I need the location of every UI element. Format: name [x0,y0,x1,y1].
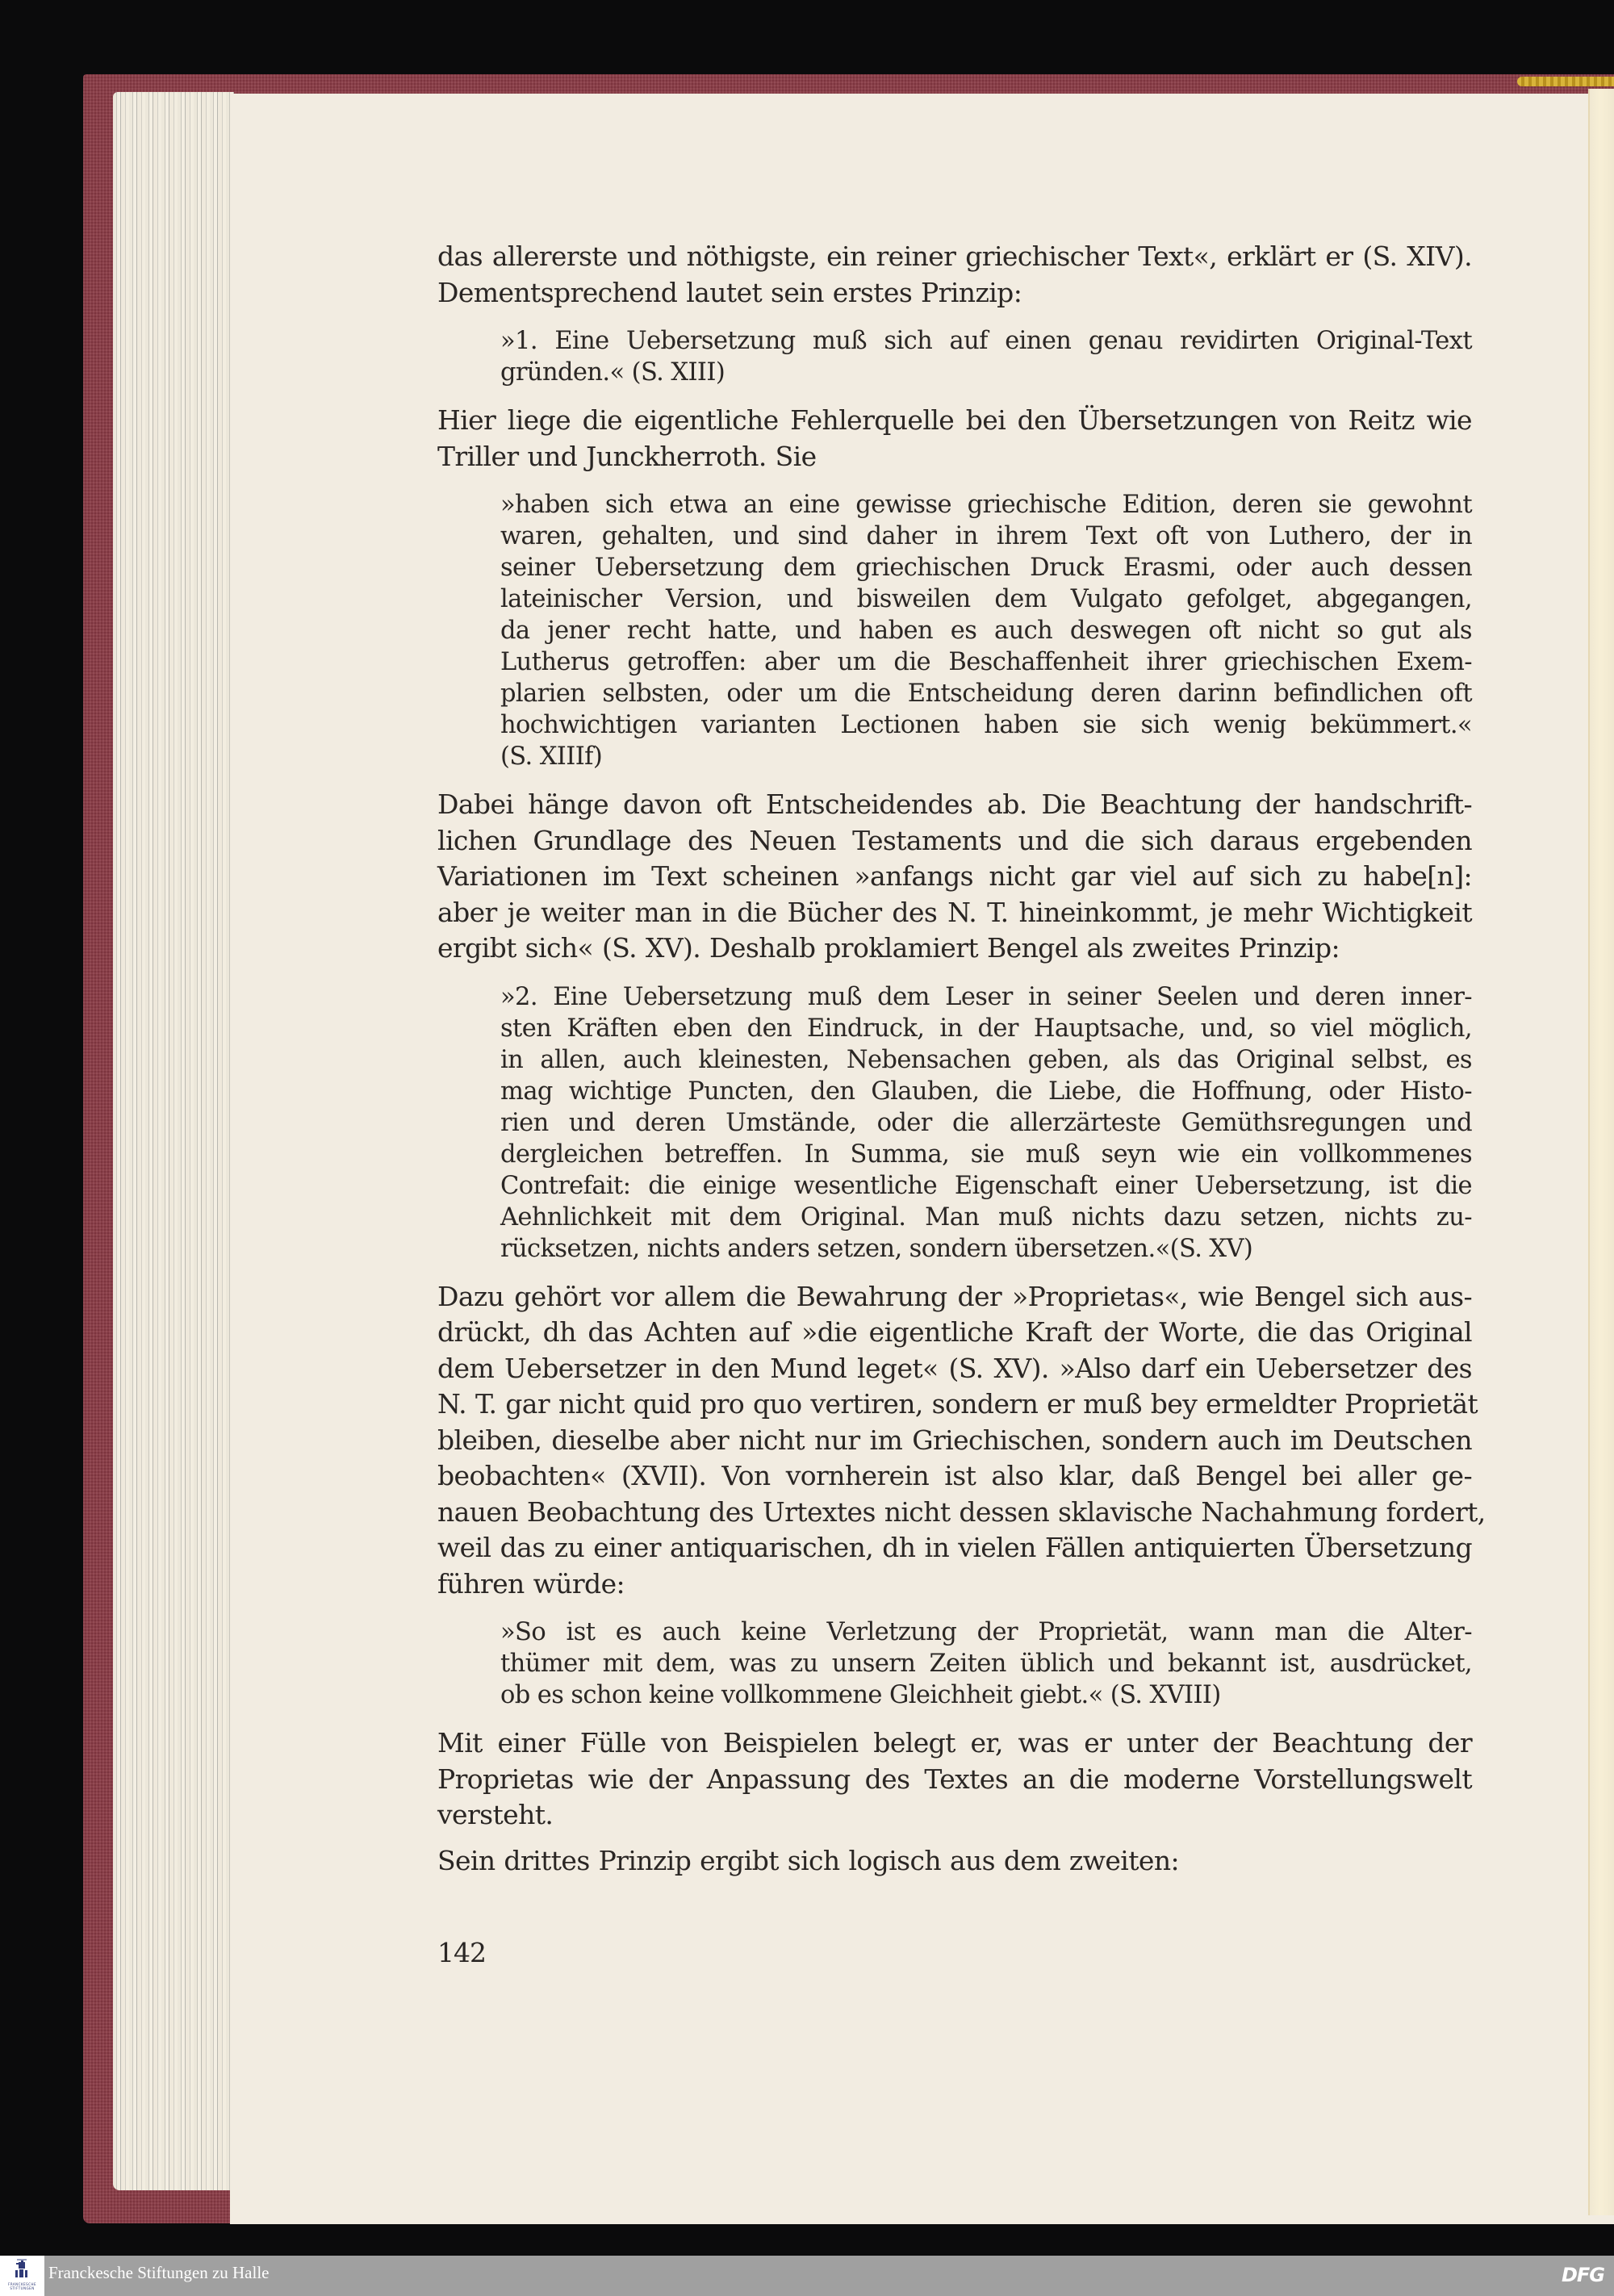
page-number: 142 [437,1937,486,1968]
text-line: seiner Uebersetzung dem griechischen Druck Erasmi, oder auch dessen [500,554,1472,582]
text-line: aber je weiter man in die Bücher des N. T. hineinkommt, je mehr Wichtigkeit [437,896,1472,928]
text-line: weil das zu einer antiquarischen, dh in vielen Fällen antiquierten Übersetzung [437,1532,1472,1563]
text-line: »haben sich etwa an eine gewisse griechische Edition, deren sie gewohnt [500,491,1472,519]
text-line: Lutherus getroffen: aber um die Beschaffenheit ihrer griechischen Exem- [500,648,1472,676]
text-line: mag wichtige Puncten, den Glauben, die Liebe, die Hoffnung, oder Histo- [500,1077,1472,1106]
block-quote [500,489,1472,772]
block-quote [500,1616,1472,1711]
footer-bar [0,2256,1614,2296]
text-line: ob es schon keine vollkommene Gleichheit giebt.« (S. XVIII) [500,1681,1221,1709]
text-line: lichen Grundlage des Neuen Testaments und die sich daraus ergebenden [437,824,1472,856]
text-line: Contrefait: die einige wesentliche Eigenschaft einer Uebersetzung, ist die [500,1171,1472,1200]
paragraph-gap [437,1711,1472,1725]
paragraph-gap [437,967,1472,981]
page-text-block [437,239,1486,1879]
text-line: Variationen im Text scheinen »anfangs nicht gar viel auf sich zu habe[n]: [437,860,1472,892]
paragraph-gap [437,1834,1472,1843]
paragraph-gap [437,1265,1472,1279]
text-line: dem Uebersetzer in den Mund leget« (S. XV). »Also darf ein Uebersetzer des [437,1352,1472,1384]
statue-icon [15,2259,29,2278]
text-line: waren, gehalten, und sind daher in ihrem Text oft von Luthero, der in [500,522,1472,550]
text-line: führen würde: [437,1567,625,1600]
text-line: thümer mit dem, was zu unsern Zeiten üblich und bekannt ist, ausdrücket, [500,1650,1472,1678]
text-line: »2. Eine Uebersetzung muß dem Leser in seiner Seelen und deren inner- [500,982,1472,1011]
paragraph-gap [437,475,1472,489]
text-line: beobachten« (XVII). Von vornherein ist also klar, daß Bengel bei aller ge- [437,1460,1472,1491]
text-line: das allererste und nöthigste, ein reiner griechischer Text«, erklärt er (S. XIV). [437,240,1472,272]
body-paragraph [437,1279,1486,1603]
text-line: lateinischer Version, und bisweilen dem Vulgato gefolget, abgegangen, [500,585,1472,613]
text-line: plarien selbsten, oder um die Entscheidung deren darinn befindlichen oft [500,680,1472,708]
body-paragraph [437,239,1472,311]
text-line: »So ist es auch keine Verletzung der Proprietät, wann man die Alter- [500,1618,1472,1646]
body-paragraph [437,787,1472,967]
text-line: Dementsprechend lautet sein erstes Prinzip: [437,276,1022,308]
text-line: rücksetzen, nichts anders setzen, sondern übersetzen.«(S. XV) [500,1234,1253,1263]
block-quote [500,325,1472,388]
block-quote [500,981,1472,1265]
logo-caption: FRANCKESCHE STIFTUNGEN [8,2282,36,2290]
text-line: dergleichen betreffen. In Summa, sie muß seyn wie ein vollkommenes [500,1140,1472,1169]
text-line: gründen.« (S. XIII) [500,358,725,387]
paragraph-gap [437,388,1472,403]
text-line: versteht. [437,1799,554,1830]
text-line: in allen, auch kleinesten, Nebensachen geben, als das Original selbst, es [500,1045,1472,1074]
text-line: hochwichtigen varianten Lectionen haben sie sich wenig bekümmert.« [500,711,1472,739]
text-line: Aehnlichkeit mit dem Original. Man muß nichts dazu setzen, nichts zu- [500,1202,1472,1232]
book-headband [1517,77,1614,86]
text-line: sten Kräften eben den Eindruck, in der Hauptsache, und, so viel möglich, [500,1014,1472,1043]
paragraph-gap [437,1602,1472,1616]
body-paragraph [437,1843,1472,1880]
text-line: »1. Eine Uebersetzung muß sich auf einen genau revidirten Original-Text [500,327,1472,355]
text-line: nauen Beobachtung des Urtextes nicht dessen sklavische Nachahmung fordert, [437,1495,1486,1528]
body-paragraph [437,403,1472,475]
text-line: Dabei hänge davon oft Entscheidendes ab. Die Beachtung der handschrift- [437,788,1472,820]
institution-name[interactable]: Franckesche Stiftungen zu Halle [48,2263,270,2282]
text-line: Proprietas wie der Anpassung des Textes an die moderne Vorstellungswelt [437,1763,1472,1795]
page-edges-stack [113,92,234,2190]
text-line: rien und deren Umstände, oder die allerzärteste Gemüthsregungen und [500,1108,1472,1137]
franckesche-stiftungen-logo[interactable] [0,2256,44,2296]
text-line: Sein drittes Prinzip ergibt sich logisch aus dem zweiten: [437,1844,1180,1876]
text-line: Mit einer Fülle von Beispielen belegt er, was er unter der Beachtung der [437,1727,1472,1759]
body-paragraph [437,1725,1472,1834]
text-line: Dazu gehört vor allem die Bewahrung der »Proprietas«, wie Bengel sich aus- [437,1280,1472,1312]
text-line: drückt, dh das Achten auf »die eigentliche Kraft der Worte, die das Original [437,1316,1472,1348]
text-line: (S. XIIIf) [500,742,603,771]
text-line: N. T. gar nicht quid pro quo vertiren, sondern er muß bey ermeldter Proprietät [437,1388,1478,1420]
paragraph-gap [437,772,1472,787]
text-line: ergibt sich« (S. XV). Deshalb proklamiert Bengel als zweites Prinzip: [437,932,1340,964]
paragraph-gap [437,311,1472,325]
dfg-logo[interactable]: DFG [1561,2264,1604,2286]
text-line: Hier liege die eigentliche Fehlerquelle bei den Übersetzungen von Reitz wie [437,404,1472,436]
text-line: da jener recht hatte, und haben es auch deswegen oft nicht so gut als [500,617,1472,645]
text-line: Triller und Junckherroth. Sie [437,440,817,472]
page-gutter-fold [1588,89,1614,2215]
text-line: bleiben, dieselbe aber nicht nur im Griechischen, sondern auch im Deutschen [437,1424,1472,1456]
